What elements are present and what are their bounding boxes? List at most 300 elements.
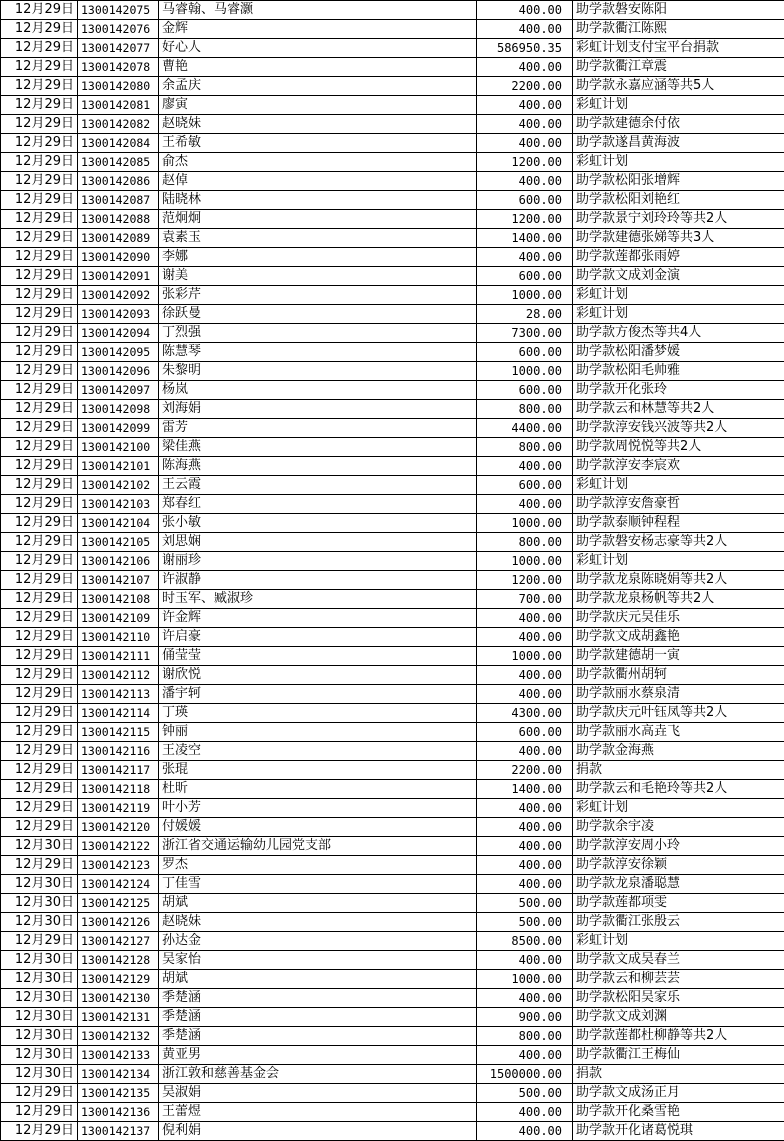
date-cell: 12月29日 xyxy=(1,229,78,248)
donor-name-cell: 季楚涵 xyxy=(159,1027,477,1046)
receipt-number-cell: 1300142128 xyxy=(78,951,159,970)
receipt-number-cell: 1300142097 xyxy=(78,381,159,400)
receipt-number-cell: 1300142112 xyxy=(78,666,159,685)
donor-name-cell: 时玉军、臧淑珍 xyxy=(159,590,477,609)
donor-name-cell: 俞杰 xyxy=(159,153,477,172)
receipt-number-cell: 1300142085 xyxy=(78,153,159,172)
receipt-number-cell: 1300142126 xyxy=(78,913,159,932)
purpose-cell: 捐款 xyxy=(573,1065,784,1084)
donor-name-cell: 谢丽珍 xyxy=(159,552,477,571)
amount-cell: 400.00 xyxy=(477,742,573,761)
receipt-number-cell: 1300142117 xyxy=(78,761,159,780)
table-row xyxy=(1,343,784,362)
amount-cell: 500.00 xyxy=(477,913,573,932)
purpose-cell: 助学款文成汤正月 xyxy=(573,1084,784,1103)
date-cell: 12月29日 xyxy=(1,115,78,134)
date-cell: 12月29日 xyxy=(1,305,78,324)
amount-cell: 4300.00 xyxy=(477,704,573,723)
donor-name-cell: 马睿翰、马睿灏 xyxy=(159,1,477,20)
date-cell: 12月29日 xyxy=(1,723,78,742)
purpose-cell: 彩虹计划 xyxy=(573,305,784,324)
date-cell: 12月29日 xyxy=(1,761,78,780)
table-row xyxy=(1,685,784,704)
date-cell: 12月29日 xyxy=(1,419,78,438)
table-row xyxy=(1,1046,784,1065)
amount-cell: 600.00 xyxy=(477,476,573,495)
amount-cell: 1400.00 xyxy=(477,780,573,799)
purpose-cell: 彩虹计划 xyxy=(573,153,784,172)
receipt-number-cell: 1300142078 xyxy=(78,58,159,77)
receipt-number-cell: 1300142109 xyxy=(78,609,159,628)
amount-cell: 400.00 xyxy=(477,172,573,191)
purpose-cell: 助学款金海燕 xyxy=(573,742,784,761)
amount-cell: 1000.00 xyxy=(477,362,573,381)
amount-cell: 400.00 xyxy=(477,96,573,115)
table-row xyxy=(1,419,784,438)
receipt-number-cell: 1300142093 xyxy=(78,305,159,324)
amount-cell: 400.00 xyxy=(477,1103,573,1122)
date-cell: 12月29日 xyxy=(1,932,78,951)
receipt-number-cell: 1300142119 xyxy=(78,799,159,818)
receipt-number-cell: 1300142137 xyxy=(78,1122,159,1141)
table-row xyxy=(1,571,784,590)
receipt-number-cell: 1300142095 xyxy=(78,343,159,362)
amount-cell: 1000.00 xyxy=(477,286,573,305)
date-cell: 12月29日 xyxy=(1,191,78,210)
purpose-cell: 助学款淳安钱兴波等共2人 xyxy=(573,419,784,438)
amount-cell: 8500.00 xyxy=(477,932,573,951)
table-row xyxy=(1,324,784,343)
date-cell: 12月29日 xyxy=(1,628,78,647)
date-cell: 12月30日 xyxy=(1,894,78,913)
receipt-number-cell: 1300142115 xyxy=(78,723,159,742)
table-row xyxy=(1,932,784,951)
table-row xyxy=(1,172,784,191)
date-cell: 12月30日 xyxy=(1,989,78,1008)
date-cell: 12月29日 xyxy=(1,1084,78,1103)
donor-name-cell: 杜昕 xyxy=(159,780,477,799)
table-row xyxy=(1,457,784,476)
purpose-cell: 助学款莲都项雯 xyxy=(573,894,784,913)
date-cell: 12月29日 xyxy=(1,476,78,495)
receipt-number-cell: 1300142092 xyxy=(78,286,159,305)
date-cell: 12月30日 xyxy=(1,837,78,856)
purpose-cell: 彩虹计划 xyxy=(573,286,784,305)
amount-cell: 400.00 xyxy=(477,818,573,837)
purpose-cell: 助学款永嘉应涵等共5人 xyxy=(573,77,784,96)
amount-cell: 600.00 xyxy=(477,381,573,400)
amount-cell: 2200.00 xyxy=(477,77,573,96)
table-row xyxy=(1,77,784,96)
receipt-number-cell: 1300142114 xyxy=(78,704,159,723)
purpose-cell: 助学款方俊杰等共4人 xyxy=(573,324,784,343)
table-row xyxy=(1,1,784,20)
donor-name-cell: 谢欣悦 xyxy=(159,666,477,685)
donor-name-cell: 赵晓妹 xyxy=(159,913,477,932)
amount-cell: 600.00 xyxy=(477,191,573,210)
date-cell: 12月29日 xyxy=(1,134,78,153)
purpose-cell: 助学款泰顺钟程程 xyxy=(573,514,784,533)
ledger-body xyxy=(1,1,784,1141)
receipt-number-cell: 1300142099 xyxy=(78,419,159,438)
receipt-number-cell: 1300142125 xyxy=(78,894,159,913)
purpose-cell: 助学款余宇凌 xyxy=(573,818,784,837)
donor-name-cell: 罗杰 xyxy=(159,856,477,875)
date-cell: 12月29日 xyxy=(1,77,78,96)
amount-cell: 7300.00 xyxy=(477,324,573,343)
table-row xyxy=(1,837,784,856)
receipt-number-cell: 1300142100 xyxy=(78,438,159,457)
purpose-cell: 助学款云和林慧等共2人 xyxy=(573,400,784,419)
table-row xyxy=(1,438,784,457)
receipt-number-cell: 1300142077 xyxy=(78,39,159,58)
donor-name-cell: 吴家怡 xyxy=(159,951,477,970)
date-cell: 12月29日 xyxy=(1,780,78,799)
receipt-number-cell: 1300142101 xyxy=(78,457,159,476)
table-row xyxy=(1,1084,784,1103)
purpose-cell: 助学款云和毛艳玲等共2人 xyxy=(573,780,784,799)
date-cell: 12月29日 xyxy=(1,818,78,837)
amount-cell: 400.00 xyxy=(477,989,573,1008)
amount-cell: 400.00 xyxy=(477,685,573,704)
receipt-number-cell: 1300142136 xyxy=(78,1103,159,1122)
purpose-cell: 助学款龙泉潘聪慧 xyxy=(573,875,784,894)
donor-name-cell: 余孟庆 xyxy=(159,77,477,96)
donor-name-cell: 张琨 xyxy=(159,761,477,780)
donor-name-cell: 赵倬 xyxy=(159,172,477,191)
amount-cell: 400.00 xyxy=(477,134,573,153)
table-row xyxy=(1,951,784,970)
date-cell: 12月29日 xyxy=(1,267,78,286)
purpose-cell: 助学款云和柳芸芸 xyxy=(573,970,784,989)
purpose-cell: 助学款衢州胡轲 xyxy=(573,666,784,685)
table-row xyxy=(1,381,784,400)
date-cell: 12月29日 xyxy=(1,457,78,476)
purpose-cell: 助学款磐安杨志豪等共2人 xyxy=(573,533,784,552)
table-row xyxy=(1,799,784,818)
amount-cell: 800.00 xyxy=(477,1027,573,1046)
table-row xyxy=(1,39,784,58)
table-row xyxy=(1,476,784,495)
purpose-cell: 助学款衢江张殷云 xyxy=(573,913,784,932)
receipt-number-cell: 1300142075 xyxy=(78,1,159,20)
receipt-number-cell: 1300142120 xyxy=(78,818,159,837)
date-cell: 12月29日 xyxy=(1,704,78,723)
donor-name-cell: 倪利娟 xyxy=(159,1122,477,1141)
amount-cell: 400.00 xyxy=(477,495,573,514)
date-cell: 12月29日 xyxy=(1,590,78,609)
purpose-cell: 助学款松阳刘艳红 xyxy=(573,191,784,210)
purpose-cell: 助学款松阳潘梦媛 xyxy=(573,343,784,362)
receipt-number-cell: 1300142098 xyxy=(78,400,159,419)
amount-cell: 800.00 xyxy=(477,400,573,419)
table-row xyxy=(1,58,784,77)
date-cell: 12月29日 xyxy=(1,571,78,590)
table-row xyxy=(1,191,784,210)
amount-cell: 400.00 xyxy=(477,799,573,818)
amount-cell: 400.00 xyxy=(477,58,573,77)
donor-name-cell: 许淑静 xyxy=(159,571,477,590)
donor-name-cell: 赵晓妹 xyxy=(159,115,477,134)
purpose-cell: 助学款建德张娣等共3人 xyxy=(573,229,784,248)
receipt-number-cell: 1300142130 xyxy=(78,989,159,1008)
amount-cell: 1000.00 xyxy=(477,970,573,989)
date-cell: 12月29日 xyxy=(1,210,78,229)
receipt-number-cell: 1300142118 xyxy=(78,780,159,799)
purpose-cell: 助学款淳安詹豪哲 xyxy=(573,495,784,514)
donor-name-cell: 谢美 xyxy=(159,267,477,286)
amount-cell: 400.00 xyxy=(477,1,573,20)
purpose-cell: 助学款开化桑雪艳 xyxy=(573,1103,784,1122)
table-row xyxy=(1,1122,784,1141)
amount-cell: 1200.00 xyxy=(477,153,573,172)
table-row xyxy=(1,856,784,875)
donor-name-cell: 郑春红 xyxy=(159,495,477,514)
table-row xyxy=(1,96,784,115)
purpose-cell: 助学款衢江章震 xyxy=(573,58,784,77)
table-row xyxy=(1,362,784,381)
table-row xyxy=(1,609,784,628)
donor-name-cell: 许启豪 xyxy=(159,628,477,647)
purpose-cell: 助学款建德胡一寅 xyxy=(573,647,784,666)
amount-cell: 900.00 xyxy=(477,1008,573,1027)
date-cell: 12月29日 xyxy=(1,172,78,191)
amount-cell: 2200.00 xyxy=(477,761,573,780)
donor-name-cell: 孙达金 xyxy=(159,932,477,951)
date-cell: 12月30日 xyxy=(1,1027,78,1046)
amount-cell: 400.00 xyxy=(477,837,573,856)
purpose-cell: 彩虹计划 xyxy=(573,932,784,951)
table-row xyxy=(1,590,784,609)
donor-name-cell: 浙江省交通运输幼儿园党支部 xyxy=(159,837,477,856)
table-row xyxy=(1,400,784,419)
amount-cell: 1000.00 xyxy=(477,552,573,571)
purpose-cell: 助学款文成吴春兰 xyxy=(573,951,784,970)
table-row xyxy=(1,495,784,514)
table-row xyxy=(1,647,784,666)
receipt-number-cell: 1300142105 xyxy=(78,533,159,552)
purpose-cell: 彩虹计划 xyxy=(573,96,784,115)
donor-name-cell: 李娜 xyxy=(159,248,477,267)
purpose-cell: 助学款文成胡鑫艳 xyxy=(573,628,784,647)
table-row xyxy=(1,20,784,39)
purpose-cell: 助学款开化张玲 xyxy=(573,381,784,400)
donor-name-cell: 潘宇轲 xyxy=(159,685,477,704)
receipt-number-cell: 1300142116 xyxy=(78,742,159,761)
donor-name-cell: 丁瑛 xyxy=(159,704,477,723)
donor-name-cell: 张小敏 xyxy=(159,514,477,533)
amount-cell: 1000.00 xyxy=(477,514,573,533)
purpose-cell: 助学款莲都杜柳静等共2人 xyxy=(573,1027,784,1046)
receipt-number-cell: 1300142089 xyxy=(78,229,159,248)
receipt-number-cell: 1300142080 xyxy=(78,77,159,96)
donor-name-cell: 陆晓林 xyxy=(159,191,477,210)
amount-cell: 700.00 xyxy=(477,590,573,609)
date-cell: 12月30日 xyxy=(1,951,78,970)
donor-name-cell: 张彩芹 xyxy=(159,286,477,305)
date-cell: 12月29日 xyxy=(1,856,78,875)
table-row xyxy=(1,780,784,799)
purpose-cell: 助学款龙泉杨帆等共2人 xyxy=(573,590,784,609)
purpose-cell: 助学款丽水高垚飞 xyxy=(573,723,784,742)
purpose-cell: 助学款丽水蔡泉清 xyxy=(573,685,784,704)
receipt-number-cell: 1300142123 xyxy=(78,856,159,875)
table-row xyxy=(1,1103,784,1122)
amount-cell: 1400.00 xyxy=(477,229,573,248)
purpose-cell: 助学款文成刘金演 xyxy=(573,267,784,286)
table-row xyxy=(1,723,784,742)
purpose-cell: 助学款衢江王梅仙 xyxy=(573,1046,784,1065)
amount-cell: 1000.00 xyxy=(477,647,573,666)
purpose-cell: 助学款松阳毛帅雅 xyxy=(573,362,784,381)
amount-cell: 400.00 xyxy=(477,609,573,628)
receipt-number-cell: 1300142102 xyxy=(78,476,159,495)
amount-cell: 600.00 xyxy=(477,343,573,362)
table-row xyxy=(1,305,784,324)
donor-name-cell: 好心人 xyxy=(159,39,477,58)
date-cell: 12月30日 xyxy=(1,970,78,989)
donor-name-cell: 叶小芳 xyxy=(159,799,477,818)
purpose-cell: 助学款景宁刘玲玲等共2人 xyxy=(573,210,784,229)
receipt-number-cell: 1300142110 xyxy=(78,628,159,647)
purpose-cell: 助学款莲都张雨婷 xyxy=(573,248,784,267)
purpose-cell: 助学款庆元叶钰凤等共2人 xyxy=(573,704,784,723)
donor-name-cell: 王蕾煜 xyxy=(159,1103,477,1122)
table-row xyxy=(1,134,784,153)
date-cell: 12月29日 xyxy=(1,362,78,381)
date-cell: 12月29日 xyxy=(1,666,78,685)
table-row xyxy=(1,742,784,761)
amount-cell: 400.00 xyxy=(477,20,573,39)
amount-cell: 1200.00 xyxy=(477,571,573,590)
receipt-number-cell: 1300142106 xyxy=(78,552,159,571)
purpose-cell: 助学款淳安周小玲 xyxy=(573,837,784,856)
donor-name-cell: 季楚涵 xyxy=(159,989,477,1008)
date-cell: 12月29日 xyxy=(1,742,78,761)
receipt-number-cell: 1300142087 xyxy=(78,191,159,210)
receipt-number-cell: 1300142088 xyxy=(78,210,159,229)
donor-name-cell: 曹艳 xyxy=(159,58,477,77)
amount-cell: 400.00 xyxy=(477,666,573,685)
purpose-cell: 捐款 xyxy=(573,761,784,780)
donor-name-cell: 陈海燕 xyxy=(159,457,477,476)
date-cell: 12月29日 xyxy=(1,324,78,343)
receipt-number-cell: 1300142084 xyxy=(78,134,159,153)
donor-name-cell: 雷芳 xyxy=(159,419,477,438)
table-row xyxy=(1,1027,784,1046)
receipt-number-cell: 1300142090 xyxy=(78,248,159,267)
receipt-number-cell: 1300142127 xyxy=(78,932,159,951)
table-row xyxy=(1,666,784,685)
date-cell: 12月29日 xyxy=(1,248,78,267)
date-cell: 12月29日 xyxy=(1,153,78,172)
table-row xyxy=(1,1008,784,1027)
date-cell: 12月29日 xyxy=(1,343,78,362)
table-row xyxy=(1,704,784,723)
amount-cell: 400.00 xyxy=(477,875,573,894)
receipt-number-cell: 1300142103 xyxy=(78,495,159,514)
receipt-number-cell: 1300142133 xyxy=(78,1046,159,1065)
receipt-number-cell: 1300142104 xyxy=(78,514,159,533)
purpose-cell: 助学款龙泉陈晓娟等共2人 xyxy=(573,571,784,590)
date-cell: 12月29日 xyxy=(1,799,78,818)
date-cell: 12月29日 xyxy=(1,609,78,628)
date-cell: 12月29日 xyxy=(1,685,78,704)
receipt-number-cell: 1300142076 xyxy=(78,20,159,39)
table-row xyxy=(1,248,784,267)
table-row xyxy=(1,628,784,647)
receipt-number-cell: 1300142091 xyxy=(78,267,159,286)
donor-name-cell: 浙江敦和慈善基金会 xyxy=(159,1065,477,1084)
amount-cell: 400.00 xyxy=(477,457,573,476)
table-row xyxy=(1,818,784,837)
date-cell: 12月29日 xyxy=(1,1,78,20)
date-cell: 12月29日 xyxy=(1,1103,78,1122)
table-row xyxy=(1,115,784,134)
table-row xyxy=(1,875,784,894)
donor-name-cell: 袁素玉 xyxy=(159,229,477,248)
receipt-number-cell: 1300142122 xyxy=(78,837,159,856)
purpose-cell: 助学款淳安徐颖 xyxy=(573,856,784,875)
amount-cell: 400.00 xyxy=(477,951,573,970)
date-cell: 12月29日 xyxy=(1,400,78,419)
receipt-number-cell: 1300142135 xyxy=(78,1084,159,1103)
donor-name-cell: 付媛媛 xyxy=(159,818,477,837)
donor-name-cell: 胡斌 xyxy=(159,970,477,989)
date-cell: 12月29日 xyxy=(1,438,78,457)
amount-cell: 800.00 xyxy=(477,438,573,457)
donor-name-cell: 钟丽 xyxy=(159,723,477,742)
amount-cell: 400.00 xyxy=(477,1046,573,1065)
purpose-cell: 助学款开化诸葛悦琪 xyxy=(573,1122,784,1141)
amount-cell: 1500000.00 xyxy=(477,1065,573,1084)
table-row xyxy=(1,210,784,229)
donor-name-cell: 王希敏 xyxy=(159,134,477,153)
amount-cell: 800.00 xyxy=(477,533,573,552)
date-cell: 12月30日 xyxy=(1,913,78,932)
donor-name-cell: 王凌空 xyxy=(159,742,477,761)
table-row xyxy=(1,153,784,172)
donor-name-cell: 金辉 xyxy=(159,20,477,39)
table-row xyxy=(1,913,784,932)
table-row xyxy=(1,989,784,1008)
receipt-number-cell: 1300142107 xyxy=(78,571,159,590)
donor-name-cell: 吴淑娟 xyxy=(159,1084,477,1103)
table-row xyxy=(1,970,784,989)
date-cell: 12月29日 xyxy=(1,552,78,571)
purpose-cell: 彩虹计划 xyxy=(573,799,784,818)
table-row xyxy=(1,761,784,780)
donor-name-cell: 梁佳燕 xyxy=(159,438,477,457)
receipt-number-cell: 1300142096 xyxy=(78,362,159,381)
amount-cell: 400.00 xyxy=(477,115,573,134)
receipt-number-cell: 1300142134 xyxy=(78,1065,159,1084)
amount-cell: 4400.00 xyxy=(477,419,573,438)
amount-cell: 586950.35 xyxy=(477,39,573,58)
donor-name-cell: 胡斌 xyxy=(159,894,477,913)
table-row xyxy=(1,286,784,305)
date-cell: 12月29日 xyxy=(1,514,78,533)
date-cell: 12月30日 xyxy=(1,1046,78,1065)
receipt-number-cell: 1300142124 xyxy=(78,875,159,894)
table-row xyxy=(1,267,784,286)
donor-name-cell: 范炯炯 xyxy=(159,210,477,229)
date-cell: 12月29日 xyxy=(1,58,78,77)
date-cell: 12月29日 xyxy=(1,533,78,552)
purpose-cell: 助学款衢江陈熙 xyxy=(573,20,784,39)
donor-name-cell: 廖寅 xyxy=(159,96,477,115)
date-cell: 12月29日 xyxy=(1,647,78,666)
